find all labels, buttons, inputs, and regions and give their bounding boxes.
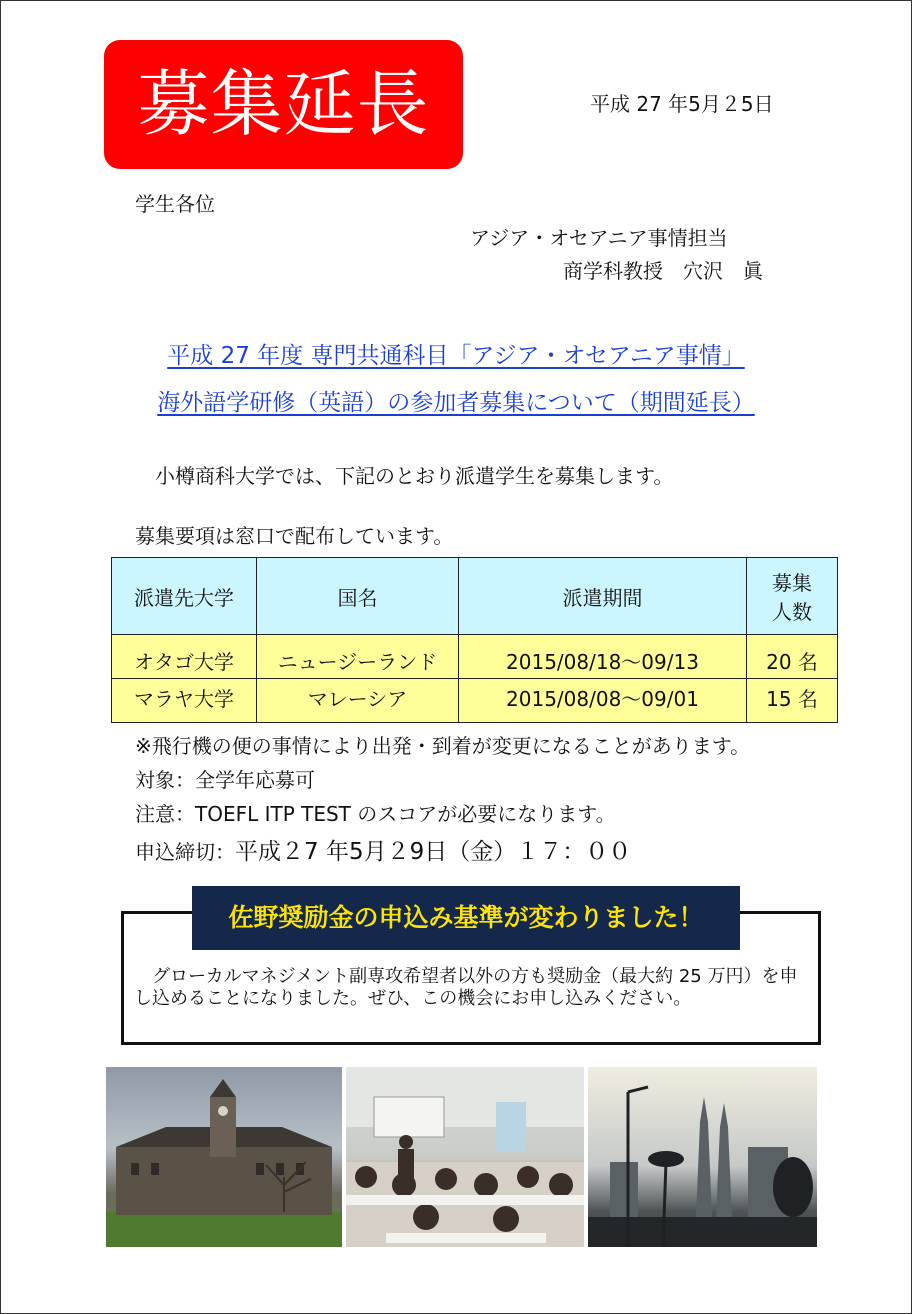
header-period: 派遣期間 — [459, 558, 747, 635]
notice-title-line2: 海外語学研修（英語）の参加者募集について（期間延長） — [157, 390, 755, 416]
cell-period: 2015/08/18～09/13 — [459, 635, 747, 679]
deadline-value: 平成２7 年5月２9日（金）１７：００ — [235, 839, 632, 865]
program-table — [111, 557, 838, 723]
scholarship-heading: 佐野奨励金の申込み基準が変わりました！ — [192, 886, 740, 950]
cell-capacity: 15 名 — [747, 679, 838, 723]
classroom-photo — [346, 1067, 584, 1247]
cell-period: 2015/08/08～09/01 — [459, 679, 747, 723]
header-country: 国名 — [257, 558, 459, 635]
eligibility-note: 対象：全学年応募可 — [135, 768, 315, 792]
cell-university: マラヤ大学 — [112, 679, 257, 723]
recruitment-extended-banner: 募集延長 — [104, 40, 463, 169]
cell-capacity: 20 名 — [747, 635, 838, 679]
table-row — [112, 679, 838, 723]
distribution-note: 募集要項は窓口で配布しています。 — [135, 524, 454, 548]
sender-department: アジア・オセアニア事情担当 — [470, 226, 728, 250]
otago-university-photo — [106, 1067, 342, 1247]
flight-note: ※飛行機の便の事情により出発・到着が変更になることがあります。 — [135, 734, 751, 758]
intro-text: 小樽商科大学では、下記のとおり派遣学生を募集します。 — [155, 464, 674, 488]
issue-date: 平成 27 年5月２5日 — [590, 92, 774, 116]
deadline — [135, 833, 631, 866]
cell-university: オタゴ大学 — [112, 635, 257, 679]
cell-country: ニュージーランド — [257, 635, 459, 679]
table-header-row — [112, 558, 838, 635]
scholarship-body: グローカルマネジメント副専攻希望者以外の方も奨励金（最大約 25 万円）を申し込めることになりました。ぜひ、この機会にお申し込みください。 — [134, 966, 798, 1009]
notice-title-line1: 平成 27 年度 専門共通科目「アジア・オセアニア事情」 — [167, 343, 745, 369]
addressee: 学生各位 — [135, 192, 215, 216]
cell-country: マレーシア — [257, 679, 459, 723]
table-row — [112, 635, 838, 679]
toefl-note: 注意：TOEFL ITP TEST のスコアが必要になります。 — [135, 802, 616, 826]
header-capacity: 募集 人数 — [747, 558, 838, 635]
kuala-lumpur-skyline-photo — [588, 1067, 817, 1247]
deadline-label: 申込締切： — [135, 840, 235, 864]
header-university: 派遣先大学 — [112, 558, 257, 635]
sender-name: 商学科教授 穴沢 眞 — [563, 259, 763, 283]
